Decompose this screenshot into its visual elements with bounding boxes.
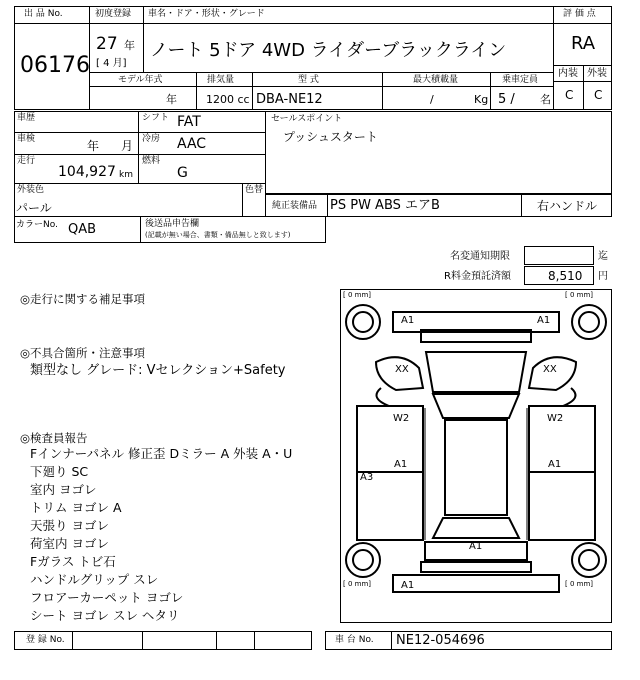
ac-label: 冷房 bbox=[142, 134, 161, 144]
grade-value: RA bbox=[571, 33, 596, 54]
inspector-line: Fガラス トビ石 bbox=[30, 554, 116, 569]
type-label: 型 式 bbox=[298, 75, 319, 85]
color-label: 外装色 bbox=[17, 185, 45, 195]
specs-col-3 bbox=[382, 72, 383, 110]
transfer-box bbox=[524, 246, 594, 265]
fuel-value: G bbox=[177, 165, 188, 181]
inspector-line: 荷室内 ヨゴレ bbox=[30, 536, 109, 551]
front-bumper-left-grade: A1 bbox=[401, 315, 415, 326]
car-outline bbox=[341, 290, 611, 622]
recycle-amount: 8,510 bbox=[548, 269, 583, 283]
rear-right-door-grade: A1 bbox=[548, 459, 562, 470]
color-value: パール bbox=[16, 201, 52, 215]
transfer-label: 名変通知期限 bbox=[450, 251, 510, 262]
front-right-door-grade: W2 bbox=[547, 413, 564, 424]
front-left-door-grade: W2 bbox=[393, 413, 410, 424]
transfer-unit: 迄 bbox=[598, 251, 608, 262]
car-name: ノート 5ドア 4WD ライダーブラックライン bbox=[150, 40, 507, 61]
equipment-split bbox=[327, 194, 328, 217]
inspector-line: 天張り ヨゴレ bbox=[30, 518, 109, 533]
reg-cell-3 bbox=[254, 631, 255, 650]
lot-number: 06176 bbox=[20, 53, 90, 78]
repaint-label: 色替 bbox=[245, 185, 264, 195]
shaken-year-unit: 年 bbox=[87, 139, 100, 153]
inspector-line: シート ヨゴレ スレ ヘタリ bbox=[30, 608, 180, 623]
tire-rear-right-depth: [ 0 mm] bbox=[565, 580, 594, 588]
color-no-value: QAB bbox=[68, 222, 97, 237]
chassis-no-value: NE12-054696 bbox=[396, 633, 485, 648]
rear-left-door-grade: A1 bbox=[394, 459, 408, 470]
displacement-label: 排気量 bbox=[207, 75, 235, 85]
load-label: 最大積載量 bbox=[413, 75, 459, 85]
chassis-no-label: 車 台 No. bbox=[335, 635, 374, 645]
tire-rear-left-icon bbox=[346, 543, 380, 577]
defects-label: ◎不具合箇所・注意事項 bbox=[20, 346, 146, 360]
first-reg-year: 27 bbox=[96, 34, 118, 54]
capacity-value: 5 / bbox=[498, 92, 515, 107]
tire-front-left-depth: [ 0 mm] bbox=[343, 291, 372, 299]
equipment-value: PS PW ABS エアB bbox=[330, 198, 440, 213]
post-label: 後送品申告欄 bbox=[145, 219, 200, 229]
grade-split bbox=[583, 65, 584, 110]
inspector-line: トリム ヨゴレ A bbox=[30, 500, 122, 515]
inspector-label: ◎検査員報告 bbox=[20, 431, 88, 445]
sales-point-value: プッシュスタート bbox=[283, 130, 378, 144]
shaken-label: 車検 bbox=[17, 134, 36, 144]
shaken-month-unit: 月 bbox=[121, 139, 134, 153]
model-year-label: モデル年式 bbox=[118, 75, 163, 85]
chassis-split bbox=[391, 631, 392, 650]
specs-col-2 bbox=[252, 72, 253, 110]
capacity-label: 乗車定員 bbox=[502, 75, 539, 85]
tire-front-right-icon bbox=[572, 305, 606, 339]
specs-row-divider bbox=[90, 86, 554, 87]
tire-rear-left-depth: [ 0 mm] bbox=[343, 580, 372, 588]
driving-notes-label: ◎走行に関する補足事項 bbox=[20, 292, 146, 306]
recycle-label: R料金預託済額 bbox=[444, 271, 511, 282]
tire-rear-right-icon bbox=[572, 543, 606, 577]
rear-bumper-grade: A1 bbox=[401, 580, 415, 591]
load-unit: Kg bbox=[474, 93, 489, 106]
interior-grade: C bbox=[565, 88, 574, 102]
load-value: / bbox=[430, 93, 434, 106]
sales-point-label: セールスポイント bbox=[271, 114, 343, 124]
interior-label: 内装 bbox=[558, 68, 578, 79]
reg-cell-1 bbox=[142, 631, 143, 650]
shift-label: シフト bbox=[142, 113, 170, 123]
specs-col-4 bbox=[490, 72, 491, 110]
car-diagram bbox=[340, 289, 612, 623]
front-right-fender-grade: XX bbox=[543, 364, 557, 375]
roof-grade: A1 bbox=[469, 541, 483, 552]
mileage-value: 104,927 bbox=[58, 164, 116, 180]
front-bumper-right-grade: A1 bbox=[537, 315, 551, 326]
first-reg-label: 初度登録 bbox=[95, 9, 132, 19]
displacement-value: 1200 cc bbox=[206, 93, 250, 106]
exterior-grade: C bbox=[594, 88, 603, 102]
steering-value: 右ハンドル bbox=[537, 199, 598, 213]
fuel-label: 燃料 bbox=[142, 156, 161, 166]
inspector-line: ハンドルグリップ スレ bbox=[30, 572, 159, 587]
tire-front-right-depth: [ 0 mm] bbox=[565, 291, 594, 299]
mileage-unit: km bbox=[119, 170, 133, 180]
reg-no-label: 登 録 No. bbox=[26, 635, 65, 645]
steering-split bbox=[521, 194, 522, 217]
post-note: (記載が無い場合、書類・備品無しと致します) bbox=[145, 231, 291, 239]
repaint-split bbox=[242, 183, 243, 217]
equipment-label: 純正装備品 bbox=[272, 201, 318, 211]
details-left bbox=[14, 111, 266, 184]
specs-col-1 bbox=[196, 72, 197, 110]
reg-split bbox=[72, 631, 73, 650]
defects-text: 類型なし グレード: Vセレクション+Safety bbox=[30, 363, 286, 378]
first-reg-month: [ 4 月] bbox=[96, 58, 127, 69]
mileage-label: 走行 bbox=[17, 156, 36, 166]
reg-cell-2 bbox=[216, 631, 217, 650]
exterior-label: 外装 bbox=[587, 68, 607, 79]
inspector-line: 下廻り SC bbox=[30, 464, 89, 479]
inspector-line: フロアーカーペット ヨゴレ bbox=[30, 590, 184, 605]
grade-label: 評 価 点 bbox=[563, 9, 596, 19]
inspector-line: Fインナーパネル 修正歪 Dミラー A 外装 A・U bbox=[30, 446, 293, 461]
details-split bbox=[138, 111, 139, 184]
left-rear-quarter-grade: A3 bbox=[360, 472, 374, 483]
color-no-label: カラーNo. bbox=[16, 220, 58, 230]
car-name-label: 車名・ドア・形状・グレード bbox=[148, 9, 265, 19]
recycle-unit: 円 bbox=[598, 271, 608, 282]
capacity-unit: 名 bbox=[540, 93, 551, 106]
color-box bbox=[14, 183, 266, 217]
grade-subdivider bbox=[554, 81, 612, 82]
details-row-1 bbox=[14, 132, 266, 133]
ac-value: AAC bbox=[177, 136, 207, 152]
first-reg-year-unit: 年 bbox=[124, 39, 135, 52]
details-row-2 bbox=[14, 154, 266, 155]
front-left-fender-grade: XX bbox=[395, 364, 409, 375]
history-label: 車歴 bbox=[17, 113, 36, 123]
type-value: DBA-NE12 bbox=[256, 92, 323, 107]
tire-front-left-icon bbox=[346, 305, 380, 339]
lot-label: 出 品 No. bbox=[24, 9, 63, 19]
inspector-line: 室内 ヨゴレ bbox=[30, 482, 97, 497]
shift-value: FAT bbox=[177, 114, 201, 130]
model-year-unit: 年 bbox=[166, 93, 177, 106]
color-no-split bbox=[140, 216, 141, 243]
